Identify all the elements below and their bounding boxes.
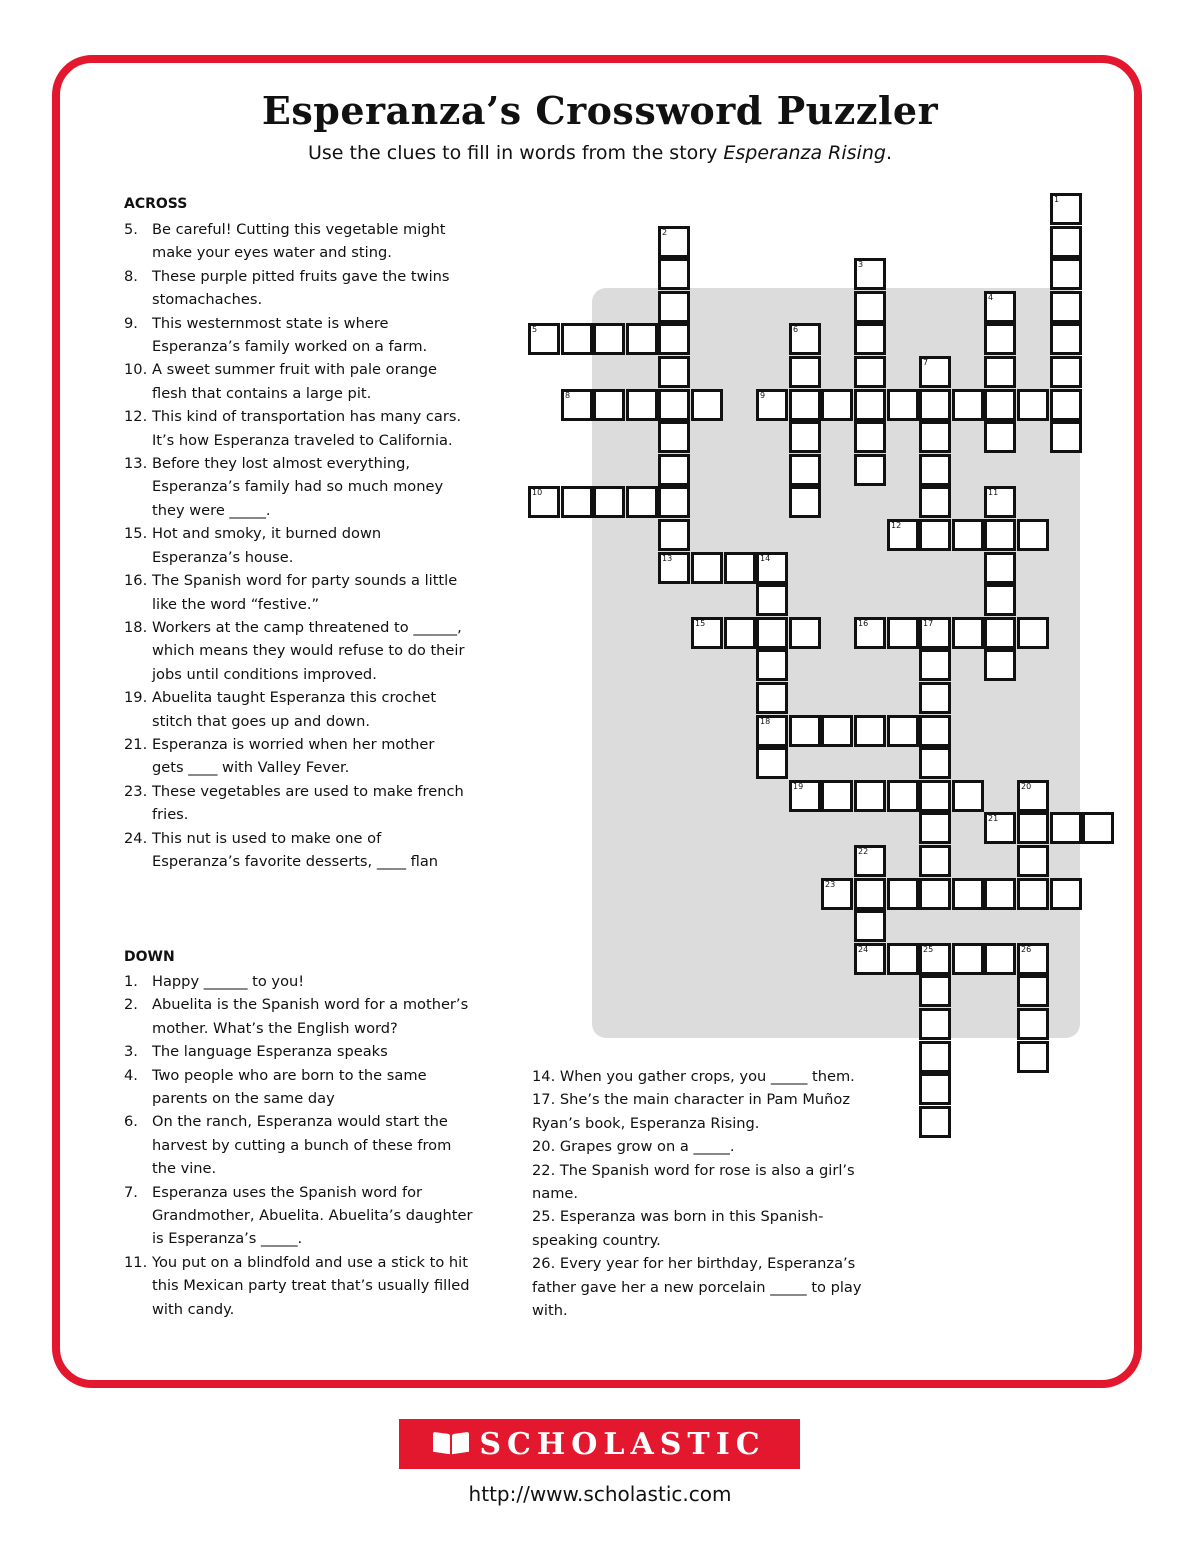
grid-cell[interactable] (887, 943, 919, 975)
clue-text: She’s the main character in Pam Muñoz Ryan’s book, Esperanza Rising. (532, 1091, 851, 1132)
grid-cell[interactable] (658, 356, 690, 388)
grid-cell[interactable] (919, 519, 951, 551)
clue-number: 9. (124, 314, 138, 332)
cell-number: 7 (923, 358, 929, 367)
grid-cell[interactable] (1017, 943, 1049, 975)
grid-cell[interactable] (984, 421, 1016, 453)
grid-cell[interactable] (887, 715, 919, 747)
across-clue (124, 522, 469, 569)
grid-cell[interactable] (984, 878, 1016, 910)
grid-cell[interactable] (952, 389, 984, 421)
grid-cell[interactable] (658, 454, 690, 486)
cell-number: 8 (565, 391, 571, 400)
grid-cell[interactable] (919, 356, 951, 388)
down-clue-list (124, 970, 474, 1321)
across-clue (124, 312, 469, 359)
grid-cell[interactable] (854, 878, 886, 910)
clue-number: 8. (124, 267, 138, 285)
across-clue (124, 827, 469, 874)
grid-cell[interactable] (756, 552, 788, 584)
grid-cell[interactable] (821, 780, 853, 812)
clue-number: 24. (124, 829, 148, 847)
grid-cell[interactable] (724, 617, 756, 649)
clue-number: 26. (532, 1255, 556, 1273)
grid-cell[interactable] (854, 323, 886, 355)
clue-number: 13. (124, 455, 148, 473)
down-clue-list-continued (532, 1065, 877, 1322)
grid-cell[interactable] (821, 878, 853, 910)
across-heading: ACROSS (124, 196, 188, 212)
grid-cell[interactable] (528, 486, 560, 518)
grid-cell[interactable] (919, 1041, 951, 1073)
cell-number: 21 (988, 814, 999, 823)
grid-cell[interactable] (984, 943, 1016, 975)
grid-cell[interactable] (919, 975, 951, 1007)
grid-cell[interactable] (984, 389, 1016, 421)
clue-number: 22. (532, 1161, 556, 1179)
grid-cell[interactable] (984, 519, 1016, 551)
grid-cell[interactable] (658, 486, 690, 518)
clue-number: 18. (124, 618, 148, 636)
clue-text: Before they lost almost everything, Esperanza’s family had so much money they were _____. (152, 455, 444, 519)
clue-number: 4. (124, 1066, 138, 1084)
grid-cell[interactable] (658, 519, 690, 551)
clue-text: Esperanza was born in this Spanish-speaking country. (532, 1208, 824, 1249)
clue-text: The Spanish word for rose is also a girl’s name. (532, 1161, 855, 1203)
grid-cell[interactable] (854, 421, 886, 453)
grid-cell[interactable] (1050, 291, 1082, 323)
clue-number: 11. (124, 1253, 148, 1271)
down-clue (124, 993, 474, 1040)
cell-number: 17 (923, 619, 934, 628)
clue-text: When you gather crops, you _____ them. (559, 1068, 855, 1085)
cell-number: 20 (1021, 782, 1032, 791)
clue-text: Esperanza uses the Spanish word for Grandmother, Abuelita. Abuelita’s daughter is Esperanza’s _____. (152, 1183, 473, 1248)
grid-cell[interactable] (658, 226, 690, 258)
grid-cell[interactable] (724, 552, 756, 584)
grid-cell[interactable] (1017, 1008, 1049, 1040)
grid-cell[interactable] (952, 780, 984, 812)
grid-cell[interactable] (658, 323, 690, 355)
grid-cell[interactable] (756, 584, 788, 616)
grid-cell[interactable] (1082, 812, 1114, 844)
across-clue (124, 452, 469, 522)
grid-cell[interactable] (919, 486, 951, 518)
grid-cell[interactable] (756, 389, 788, 421)
across-clue (124, 569, 469, 616)
cell-number: 19 (793, 782, 804, 791)
grid-cell[interactable] (919, 421, 951, 453)
grid-cell[interactable] (1050, 356, 1082, 388)
grid-cell[interactable] (919, 1008, 951, 1040)
cell-number: 5 (532, 325, 538, 334)
grid-cell[interactable] (1017, 845, 1049, 877)
grid-cell[interactable] (756, 682, 788, 714)
cell-number: 16 (858, 619, 869, 628)
clue-text: Be careful! Cutting this vegetable might make your eyes water and sting. (152, 221, 446, 262)
clue-number: 17. (532, 1091, 556, 1109)
cell-number: 22 (858, 847, 869, 856)
cell-number: 13 (662, 554, 673, 563)
across-clue (124, 265, 469, 312)
across-clue-list (124, 218, 469, 873)
subtitle-prefix: Use the clues to fill in words from the story (308, 142, 724, 164)
cell-number: 24 (858, 945, 869, 954)
cell-number: 6 (793, 325, 799, 334)
down-clue (124, 1181, 474, 1251)
clue-text: On the ranch, Esperanza would start the harvest by cutting a bunch of these from the vine. (152, 1113, 452, 1178)
grid-cell[interactable] (952, 519, 984, 551)
grid-cell[interactable] (984, 649, 1016, 681)
grid-cell[interactable] (789, 715, 821, 747)
down-clue (532, 1252, 877, 1322)
grid-cell[interactable] (626, 323, 658, 355)
clue-number: 14. (532, 1068, 556, 1085)
clue-text: This kind of transportation has many cars. It’s how Esperanza traveled to California. (152, 408, 462, 449)
cell-number: 14 (760, 554, 771, 563)
cell-number: 11 (988, 488, 999, 497)
grid-cell[interactable] (1017, 389, 1049, 421)
grid-cell[interactable] (919, 747, 951, 779)
grid-cell[interactable] (1017, 519, 1049, 551)
grid-cell[interactable] (952, 617, 984, 649)
grid-cell[interactable] (854, 780, 886, 812)
cell-number: 23 (825, 880, 836, 889)
grid-cell[interactable] (919, 943, 951, 975)
grid-cell[interactable] (821, 715, 853, 747)
grid-cell[interactable] (1050, 389, 1082, 421)
clue-text: Abuelita is the Spanish word for a mother’s mother. What’s the English word? (152, 996, 469, 1037)
across-clue (124, 780, 469, 827)
grid-cell[interactable] (854, 389, 886, 421)
clue-text: The language Esperanza speaks (152, 1043, 388, 1061)
grid-cell[interactable] (1017, 975, 1049, 1007)
down-clue (124, 1064, 474, 1111)
grid-cell[interactable] (984, 356, 1016, 388)
grid-cell[interactable] (919, 1073, 951, 1105)
grid-cell[interactable] (789, 617, 821, 649)
clue-number: 16. (124, 572, 148, 590)
grid-cell[interactable] (887, 617, 919, 649)
grid-cell[interactable] (691, 552, 723, 584)
cell-number: 10 (532, 488, 543, 497)
scholastic-logo (399, 1419, 800, 1469)
clue-text: The Spanish word for party sounds a little like the word “festive.” (152, 572, 458, 613)
cell-number: 12 (891, 521, 902, 530)
across-clue (124, 405, 469, 452)
clue-text: Happy ______ to you! (152, 973, 305, 990)
down-clue (124, 1110, 474, 1180)
clue-number: 15. (124, 525, 148, 543)
clue-text: Esperanza is worried when her mother gets ____ with Valley Fever. (152, 735, 435, 777)
down-clue (532, 1088, 877, 1135)
clue-number: 7. (124, 1183, 138, 1201)
grid-cell[interactable] (756, 747, 788, 779)
cell-number: 2 (662, 228, 668, 237)
clue-text: This nut is used to make one of Esperanza’s favorite desserts, ____ flan (152, 829, 439, 870)
clue-text: Every year for her birthday, Esperanza’s father gave her a new porcelain _____ to play with. (532, 1255, 862, 1320)
grid-cell[interactable] (854, 715, 886, 747)
grid-cell[interactable] (854, 356, 886, 388)
grid-cell[interactable] (626, 486, 658, 518)
clue-number: 6. (124, 1113, 138, 1131)
grid-cell[interactable] (593, 323, 625, 355)
clue-number: 1. (124, 973, 138, 990)
clue-number: 3. (124, 1043, 138, 1061)
clue-text: Hot and smoky, it burned down Esperanza’s house. (152, 525, 382, 566)
grid-cell[interactable] (952, 943, 984, 975)
grid-cell[interactable] (658, 421, 690, 453)
page-title: Esperanza’s Crossword Puzzler (261, 88, 939, 133)
clue-text: These vegetables are used to make french fries. (152, 782, 464, 824)
grid-cell[interactable] (887, 389, 919, 421)
grid-cell[interactable] (528, 323, 560, 355)
clue-text: A sweet summer fruit with pale orange flesh that contains a large pit. (152, 361, 438, 402)
cell-number: 25 (923, 945, 934, 954)
down-heading: DOWN (124, 949, 175, 965)
cell-number: 1 (1054, 195, 1060, 204)
cell-number: 15 (695, 619, 706, 628)
cell-number: 26 (1021, 945, 1032, 954)
grid-cell[interactable] (691, 617, 723, 649)
down-clue (532, 1065, 877, 1088)
grid-cell[interactable] (561, 486, 593, 518)
grid-cell[interactable] (1017, 780, 1049, 812)
across-clue (124, 686, 469, 733)
grid-cell[interactable] (561, 323, 593, 355)
grid-cell[interactable] (1017, 812, 1049, 844)
grid-cell[interactable] (1017, 878, 1049, 910)
grid-cell[interactable] (984, 617, 1016, 649)
grid-cell[interactable] (789, 454, 821, 486)
clue-number: 23. (124, 782, 148, 800)
grid-cell[interactable] (756, 649, 788, 681)
grid-cell[interactable] (821, 389, 853, 421)
clue-text: These purple pitted fruits gave the twins stomachaches. (152, 267, 450, 309)
grid-cell[interactable] (1050, 193, 1082, 225)
grid-cell[interactable] (919, 878, 951, 910)
grid-cell[interactable] (561, 389, 593, 421)
clue-text: Grapes grow on a _____. (559, 1138, 735, 1156)
across-clue (124, 616, 469, 686)
page-subtitle (0, 142, 1200, 164)
down-clue (532, 1159, 877, 1206)
grid-cell[interactable] (1050, 878, 1082, 910)
grid-cell[interactable] (919, 389, 951, 421)
grid-cell[interactable] (984, 486, 1016, 518)
grid-cell[interactable] (1050, 258, 1082, 290)
clue-number: 19. (124, 689, 148, 707)
clue-number: 2. (124, 996, 138, 1014)
down-clue (124, 1251, 474, 1321)
clue-number: 25. (532, 1208, 556, 1226)
clue-text: You put on a blindfold and use a stick to hit this Mexican party treat that’s usually filled with candy. (152, 1253, 470, 1318)
grid-cell[interactable] (984, 584, 1016, 616)
clue-number: 5. (124, 221, 138, 238)
grid-cell[interactable] (593, 486, 625, 518)
grid-cell[interactable] (887, 780, 919, 812)
cell-number: 9 (760, 391, 766, 400)
grid-cell[interactable] (919, 812, 951, 844)
grid-cell[interactable] (1050, 421, 1082, 453)
grid-cell[interactable] (887, 519, 919, 551)
grid-cell[interactable] (984, 323, 1016, 355)
clue-text: This westernmost state is where Esperanza’s family worked on a farm. (152, 314, 428, 356)
grid-cell[interactable] (952, 878, 984, 910)
grid-cell[interactable] (854, 258, 886, 290)
across-clue (124, 358, 469, 405)
grid-cell[interactable] (789, 780, 821, 812)
across-clue (124, 733, 469, 780)
grid-cell[interactable] (919, 454, 951, 486)
grid-cell[interactable] (1017, 617, 1049, 649)
grid-cell[interactable] (854, 943, 886, 975)
grid-cell[interactable] (984, 291, 1016, 323)
grid-cell[interactable] (984, 552, 1016, 584)
grid-cell[interactable] (919, 649, 951, 681)
grid-cell[interactable] (919, 780, 951, 812)
grid-cell[interactable] (658, 552, 690, 584)
grid-cell[interactable] (919, 1106, 951, 1138)
down-clue (124, 970, 474, 993)
down-clue (532, 1135, 877, 1158)
cell-number: 18 (760, 717, 771, 726)
clue-text: Abuelita taught Esperanza this crochet stitch that goes up and down. (152, 689, 437, 730)
grid-cell[interactable] (789, 389, 821, 421)
cell-number: 4 (988, 293, 994, 302)
clue-text: Workers at the camp threatened to ______, which means they would refuse to do their jobs until conditions improved. (152, 618, 465, 683)
grid-cell[interactable] (919, 715, 951, 747)
grid-cell[interactable] (756, 617, 788, 649)
grid-cell[interactable] (1050, 812, 1082, 844)
grid-cell[interactable] (984, 812, 1016, 844)
subtitle-book-title: Esperanza Rising (723, 142, 886, 164)
grid-cell[interactable] (887, 878, 919, 910)
across-clue (124, 218, 469, 265)
grid-cell[interactable] (854, 617, 886, 649)
grid-cell[interactable] (789, 421, 821, 453)
open-book-icon (433, 1433, 469, 1455)
clue-number: 20. (532, 1138, 556, 1156)
subtitle-suffix: . (885, 142, 892, 164)
grid-cell[interactable] (593, 389, 625, 421)
grid-cell[interactable] (658, 389, 690, 421)
grid-cell[interactable] (691, 389, 723, 421)
down-clue (532, 1205, 877, 1252)
grid-cell[interactable] (658, 291, 690, 323)
grid-cell[interactable] (789, 486, 821, 518)
grid-cell[interactable] (1017, 1041, 1049, 1073)
grid-cell[interactable] (789, 356, 821, 388)
clue-number: 12. (124, 408, 148, 426)
footer-url: http://www.scholastic.com (468, 1482, 732, 1506)
grid-cell[interactable] (1050, 226, 1082, 258)
grid-cell[interactable] (919, 845, 951, 877)
grid-cell[interactable] (854, 291, 886, 323)
grid-cell[interactable] (919, 682, 951, 714)
logo-text: SCHOLASTIC (479, 1426, 766, 1462)
grid-cell[interactable] (789, 323, 821, 355)
clue-number: 10. (124, 361, 148, 379)
grid-cell[interactable] (626, 389, 658, 421)
grid-cell[interactable] (854, 845, 886, 877)
clue-number: 21. (124, 735, 148, 753)
down-clue (124, 1040, 474, 1063)
clue-text: Two people who are born to the same parents on the same day (152, 1066, 427, 1108)
grid-cell[interactable] (919, 617, 951, 649)
grid-cell[interactable] (756, 715, 788, 747)
grid-cell[interactable] (1050, 323, 1082, 355)
cell-number: 3 (858, 260, 864, 269)
grid-cell[interactable] (854, 910, 886, 942)
grid-cell[interactable] (658, 258, 690, 290)
grid-cell[interactable] (854, 454, 886, 486)
